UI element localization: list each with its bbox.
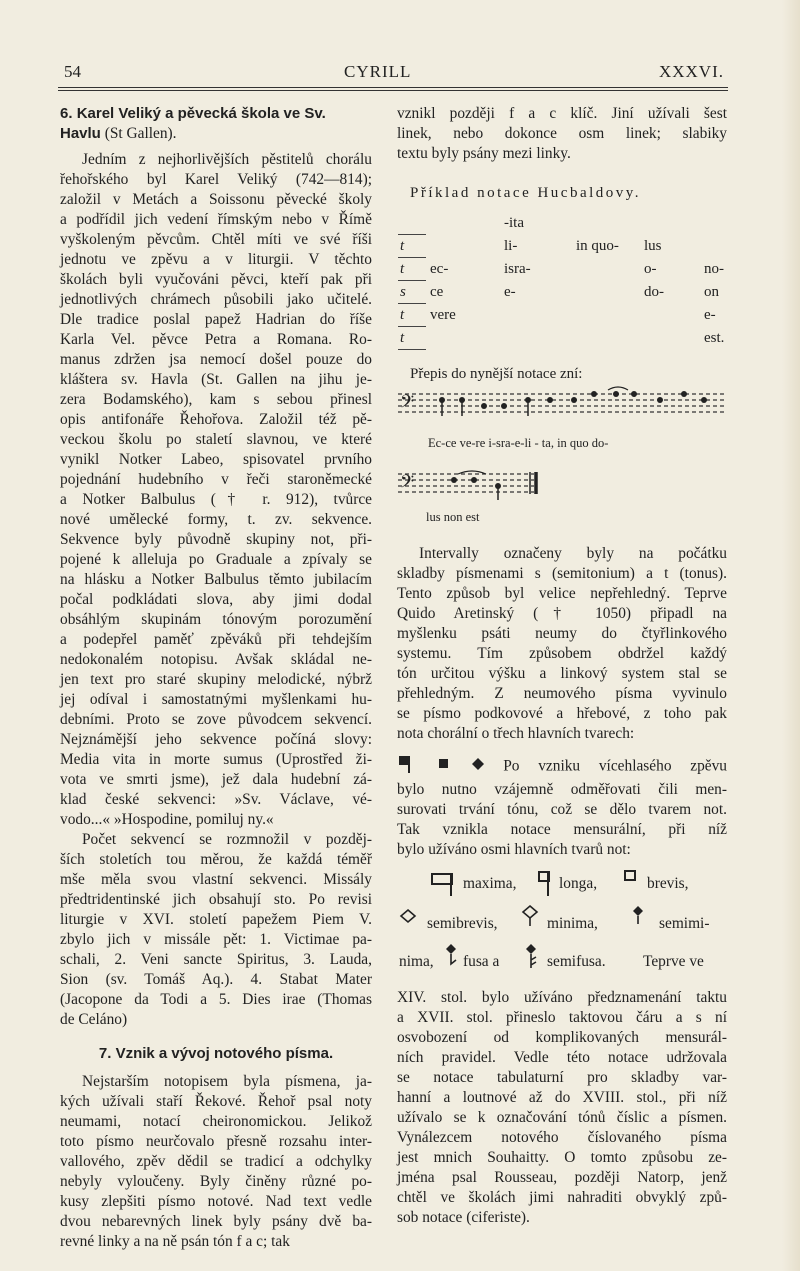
interval-sign: t	[400, 261, 405, 277]
semiminima-note-icon	[631, 904, 645, 932]
text-line: de Celáno)	[60, 1011, 128, 1028]
text-line: nové umělecké formy, t. zv. sekvence.	[60, 511, 372, 528]
text-line: vyškoleným pěvcům. Chtěl míti ve své říši	[60, 231, 372, 248]
section-7-number: 7.	[98, 1045, 112, 1062]
text-line: vota ve smrti jsme), jež dala hudební zá-	[60, 771, 372, 788]
lyrics-line-1: Ec-ce ve-re i-sra-e-li - ta, in quo do-	[428, 436, 609, 450]
text-line: bylo nutno vzájemně odměřovati čili men-	[397, 781, 727, 798]
text-line: ních pravidel. Vedle této notace udržovala	[397, 1049, 727, 1066]
text-line: ších stoletích tou měrou, že každá téměř	[60, 851, 372, 868]
interval-sign: t	[400, 307, 405, 323]
text-line: nedokonalém notopisu. Avšak skládal ne-	[60, 651, 372, 668]
text-line: XIV. stol. bylo užíváno předznamenání taktu	[397, 989, 727, 1006]
text-line: (Jacopone da Todi a 5. Dies irae (Thomas	[60, 991, 372, 1008]
text-line: zbylo jich v missále pět: 1. Victimae pa-	[60, 931, 372, 948]
text-line: klad české sekvenci: »Sv. Václave, vé-	[60, 791, 372, 808]
text-line: linek, nebo dokonce osm linek; slabiky	[397, 125, 727, 142]
hucbald-line	[398, 257, 426, 258]
minima-note-icon	[521, 904, 539, 934]
section-6-title-line2: Havlu	[60, 125, 101, 142]
text-line: se písmo podkovové a hřebové, z toho pak	[397, 705, 727, 722]
semibrevis-note-icon	[399, 908, 417, 930]
text-line: hanní a loutnové až do XVIII. stol., při níž	[397, 1089, 727, 1106]
hucbald-syllable: on	[704, 284, 719, 300]
section-6-title-line1: Karel Veliký a pěvecká škola ve Sv.	[76, 105, 326, 122]
text-line: textu byly psány mezi linky.	[397, 145, 571, 162]
text-line: kláštera sv. Havla (St. Gallen na jihu je-	[60, 371, 372, 388]
text-line: Intervally označeny byly na počátku	[419, 545, 727, 562]
brevis-label: brevis,	[647, 875, 689, 892]
section-7-title: Vznik a vývoj notového písma.	[115, 1045, 334, 1062]
text-line: myšlenku psáti neumy do čtyřlinkového	[397, 625, 727, 642]
text-line: školách byli vyučováni pěvci, kteří pak při	[60, 271, 372, 288]
text-line: jednotlivých chrámech působili jako učitelé.	[60, 291, 372, 308]
paragraph-clefs	[397, 104, 727, 164]
semiminima-label-a: semimi-	[659, 915, 710, 932]
text-line: sob notace (ciferiste).	[397, 1209, 530, 1226]
running-header	[58, 62, 728, 88]
hucbald-syllable: ec-	[430, 261, 449, 277]
text-line: neumami, notací cheironomickou. Jelikož	[60, 1113, 372, 1130]
text-line: Tak vznikla notace mensurální, při níž	[397, 821, 727, 838]
text-line: mše měla svou vlastní sekvenci. Missály	[60, 871, 372, 888]
transcription-title: Přepis do nynější notace zní:	[410, 366, 583, 382]
text-line: řehořského byl Karel Veliký (742—814);	[60, 171, 372, 188]
text-line: založil v Metách a Soissonu pěvecké školy	[60, 191, 372, 208]
brevis-note-icon	[623, 868, 639, 890]
paragraph-notation-origin	[60, 1072, 372, 1252]
mensural-notes	[397, 866, 727, 970]
music-staff-2	[398, 466, 558, 506]
text-line: Nejznámější jeho sekvence počíná slovy:	[60, 731, 372, 748]
text-line: zera Bodamského), kam s sebou přinesl	[60, 391, 372, 408]
text-line: dvou nebarevných linek byly psány dvě ba-	[60, 1213, 372, 1230]
hucbald-syllable: ce	[430, 284, 444, 300]
fusa-label: fusa a	[463, 953, 500, 970]
semifusa-note-icon	[525, 942, 539, 976]
text-line: počal podkládati slova, aby jimi dodal	[60, 591, 372, 608]
maxima-note-icon	[431, 868, 457, 904]
interval-sign: t	[400, 238, 405, 254]
right-column-continued	[397, 544, 727, 1228]
paragraph-sequences	[60, 830, 372, 1030]
left-column	[60, 104, 372, 1252]
text-line: přehledným. Z neumového písma vyvinulo	[397, 685, 727, 702]
section-6-heading	[60, 104, 372, 124]
text-line: vodo...« »Hospodine, pomiluj ny.«	[60, 811, 274, 828]
text-line: pojednání hudebního v řeči staroněmecké	[60, 471, 372, 488]
interval-sign: s	[400, 284, 406, 300]
fusa-note-icon	[445, 942, 459, 974]
section-6-title-rest: (St Gallen).	[104, 125, 177, 142]
text-line: vallového, zpěv dědil se tradicí a odchylky	[60, 1153, 372, 1170]
text-line: obsáhlým skupinám tónovým porozumění	[60, 611, 372, 628]
text-line: vynikl Notker Labeo, spisovatel prvního	[60, 451, 372, 468]
text-line: jednotu ve zpěvu a v liturgii. V těchto	[60, 251, 372, 268]
text-line: skladby písmenami s (semitonium) a t (tonus).	[397, 565, 727, 582]
chant-shapes-line	[397, 754, 727, 780]
hucbald-syllable: isra-	[504, 261, 531, 277]
section-6-number: 6.	[60, 105, 73, 122]
text-line: a podepřel paměť zpěváků při tehdejším	[60, 631, 372, 648]
rhombus-note-icon	[471, 757, 485, 777]
hucbald-line	[398, 280, 426, 281]
hucbald-line	[398, 234, 426, 235]
text-line: Sekvence byly původně skupiny not, při-	[60, 531, 372, 548]
hucbald-syllable: o-	[644, 261, 657, 277]
journal-title: CYRILL	[344, 62, 412, 81]
hucbald-syllable: no-	[704, 261, 724, 277]
text-line: Jedním z nejhorlivějších pěstitelů chorálu	[82, 151, 372, 168]
interval-sign: t	[400, 330, 405, 346]
text-line: jména psal Rousseau, později Natorp, jenž	[397, 1169, 727, 1186]
text-line: nebyly vyloučeny. Byly činěny různé po-	[60, 1173, 372, 1190]
hucbald-syllable: est.	[704, 330, 725, 346]
hucbald-syllable: e-	[704, 307, 716, 323]
hucbald-syllable: -ita	[504, 215, 524, 231]
hucbald-syllable: do-	[644, 284, 664, 300]
semiminima-label-b: nima,	[399, 953, 434, 970]
hucbald-line	[398, 303, 426, 304]
text-line: jej odíval i samostatnými myšlenkami hu-	[60, 691, 372, 708]
text-line: bylo užíváno osmi hlavních tvarů not:	[397, 841, 631, 858]
semifusa-label: semifusa.	[547, 953, 606, 970]
text-line: předtridentinské jich obsahují sto. Po revisi	[60, 891, 372, 908]
text-line: kusy zlepšiti písmo notové. Nad text vedle	[60, 1193, 372, 1210]
hucbald-line	[398, 349, 426, 350]
hucbald-syllable: vere	[430, 307, 456, 323]
text-line: debními. Proto se zove původcem sekvencí.	[60, 711, 372, 728]
maxima-label: maxima,	[463, 875, 517, 892]
text-line: se notace tabulaturní pro skladby var-	[397, 1069, 727, 1086]
text-line: schali, 2. Veni sancte Spiritus, 3. Lauda,	[60, 951, 372, 968]
text-line: opis antifonáře Řehořova. Založil též pě-	[60, 411, 372, 428]
text-line: Tento způsob byl velice nepřehledný. Teprve	[397, 585, 727, 602]
longa-note-icon	[537, 868, 553, 904]
header-rule-double	[58, 90, 728, 91]
paragraph-guido	[397, 544, 727, 744]
text-line: pojené k alleluja po Graduale a zpívaly se	[60, 551, 372, 568]
text-line: nota chorální o třech hlavních tvarech:	[397, 725, 635, 742]
svg-text:𝄢: 𝄢	[400, 472, 415, 497]
text-line: Media vita in morte sumus (Uprostřed ži-	[60, 751, 372, 768]
longa-label: longa,	[559, 875, 598, 892]
text-line: Karla Vel. pěvce Petra a Romana. Ro-	[60, 331, 372, 348]
text-line: veckou školu po staletí slavnou, ve které	[60, 431, 372, 448]
text-line: manus zdržen jsa nemocí došel pouze do	[60, 351, 372, 368]
paragraph-tablature	[397, 988, 727, 1228]
punctum-note-icon	[436, 757, 452, 777]
text-line: jest mnich Souhaitty. O tomto způsobu ze-	[397, 1149, 727, 1166]
music-staff-1	[398, 386, 728, 434]
virga-note-icon	[397, 754, 417, 780]
right-column	[397, 104, 727, 164]
text-line: vznikl později f a c klíč. Jiní užívali šest	[397, 105, 727, 122]
text-line: Quido Aretinský († 1050) připadl na	[397, 605, 727, 622]
text-line: chtěl ve školách jimi nahraditi obvyklý způ-	[397, 1189, 727, 1206]
text-line: jen text pro staré skupiny melodické, nýbrž	[60, 671, 372, 688]
page-number: 54	[64, 62, 81, 81]
text-line: a Notker Balbulus († r. 912), tvůrce	[60, 491, 372, 508]
hucbald-syllable: lus	[644, 238, 662, 254]
text-line: liturgie v XVI. století papežem Piem V.	[60, 911, 372, 928]
text-line: na hlásku a Notker Balbulus těmto jubilacím	[60, 571, 372, 588]
text-line: Vynálezcem notového číslovaného písma	[397, 1129, 727, 1146]
hucbald-example-title: Příklad notace Hucbaldovy.	[410, 185, 642, 201]
text-line: Sion (sv. Tomáš Aq.). 4. Stabat Mater	[60, 971, 372, 988]
section-6-heading-line2	[60, 124, 372, 144]
text-line: kých užívali staří Řekové. Řehoř psal noty	[60, 1093, 372, 1110]
lyrics-line-2: lus non est	[426, 510, 480, 524]
paragraph-charlemagne	[60, 150, 372, 830]
hucbald-syllable: e-	[504, 284, 516, 300]
page-edge	[782, 0, 800, 1271]
text-line: užívalo se k označování tónů číslic a písmen.	[397, 1109, 727, 1126]
text-line: osvobození od komplikovaných mensurál-	[397, 1029, 727, 1046]
svg-text:𝄢: 𝄢	[400, 392, 415, 417]
text-line: Nejstarším notopisem byla písmena, ja-	[82, 1073, 372, 1090]
paragraph-polyphony-start: Po vzniku vícehlasého zpěvu	[503, 757, 727, 775]
text-line: systemu. Tím způsobem obdržel každý	[397, 645, 727, 662]
hucbald-syllable: li-	[504, 238, 518, 254]
text-line: toto písmo neurčovalo přesně rozsahu inter-	[60, 1133, 372, 1150]
teprve-ve-text: Teprve ve	[643, 953, 704, 970]
section-7-heading	[60, 1044, 372, 1064]
minima-label: minima,	[547, 915, 598, 932]
semibrevis-label: semibrevis,	[427, 915, 498, 932]
hucbald-syllable: in quo-	[576, 238, 619, 254]
header-rule	[58, 87, 728, 88]
text-line: Dle tradice poslal papež Hadrian do říše	[60, 311, 372, 328]
paragraph-mensural	[397, 780, 727, 860]
volume-number: XXXVI.	[658, 62, 724, 81]
text-line: tón určitou výšku a linkový system stal se	[397, 665, 727, 682]
text-line: revné linky a na ně psán tón f a c; tak	[60, 1233, 290, 1250]
text-line: a podřídil jich vedení římským nebo v Římě	[60, 211, 372, 228]
text-line: a XVII. stol. přineslo taktovou čáru a s ní	[397, 1009, 727, 1026]
text-line: surovati trvání tónu, což se dělo tvarem not.	[397, 801, 727, 818]
hucbald-line	[398, 326, 426, 327]
text-line: Počet sekvencí se rozmnožil v pozděj-	[82, 831, 372, 848]
